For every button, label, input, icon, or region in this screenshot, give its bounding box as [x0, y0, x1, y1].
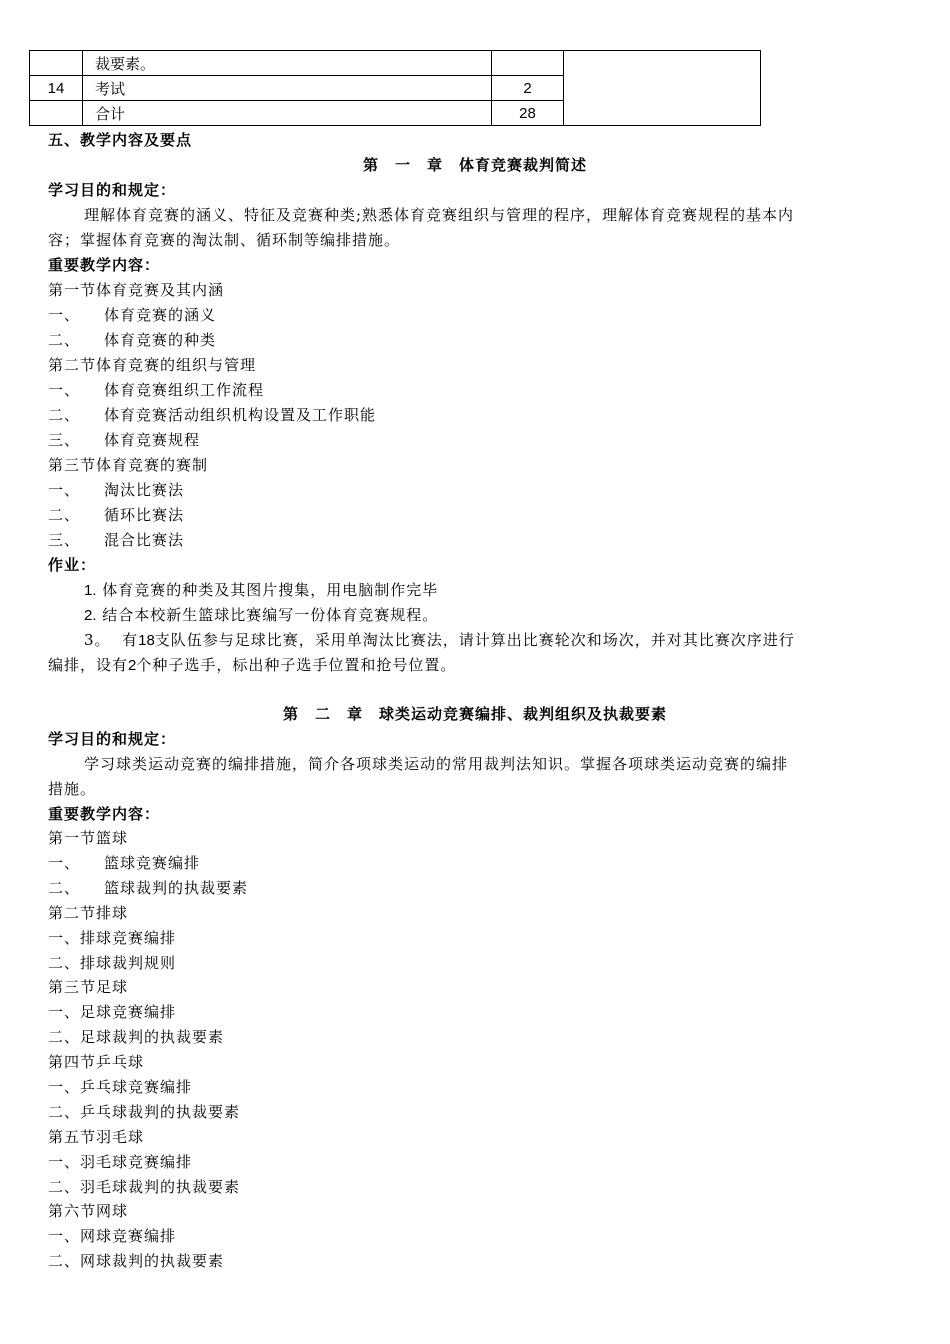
item-marker: 二、: [48, 506, 81, 524]
ch2-s1-item-2: [48, 879, 902, 897]
ch1-s3-item-3: [48, 531, 902, 549]
ch1-s2-item-3: [48, 431, 902, 449]
table-row: [30, 51, 761, 76]
item-marker: 2.: [84, 607, 97, 624]
item-marker: 二、: [48, 406, 81, 424]
team-count: 18: [138, 632, 155, 649]
ch2-s5-item-1: 一、羽毛球竞赛编排: [48, 1153, 193, 1171]
seed-count: 2: [128, 657, 137, 674]
ch2-s4-item-1: 一、乒乓球竞赛编排: [48, 1078, 193, 1096]
item-marker: 一、: [48, 306, 81, 324]
ch2-s3-item-1: 一、足球竞赛编排: [48, 1003, 177, 1021]
ch1-s2-item-1: [48, 381, 902, 399]
row-hours: 2: [492, 76, 564, 101]
ch2-s2-item-2: 二、排球裁判规则: [48, 954, 177, 972]
item-text: 编排，设有: [48, 656, 129, 674]
item-text: 循环比赛法: [104, 506, 185, 524]
row-topic: 考试: [83, 76, 492, 101]
item-marker: 二、: [48, 331, 81, 349]
row-topic: 合计: [83, 101, 492, 126]
ch1-s3-item-1: [48, 481, 902, 499]
ch1-section-3: 第三节体育竞赛的赛制: [48, 456, 209, 474]
item-text: 混合比赛法: [104, 531, 185, 549]
ch2-s1-item-1: [48, 854, 902, 872]
ch2-section-4: 第四节乒乓球: [48, 1053, 145, 1071]
ch2-section-3: 第三节足球: [48, 978, 129, 996]
ch1-goals-text-cont: 容；掌握体育竞赛的淘汰制、循环制等编排措施。: [48, 231, 401, 249]
item-text: 体育竞赛规程: [104, 431, 201, 449]
row-number: [30, 51, 83, 76]
item-marker: 一、: [48, 381, 81, 399]
ch1-content-label: 重要教学内容：: [48, 256, 161, 274]
ch2-goals-text: 学习球类运动竞赛的编排措施，简介各项球类运动的常用裁判法知识。掌握各项球类运动竞赛的编排: [84, 755, 789, 773]
item-text: 有: [122, 631, 139, 649]
item-marker: 三、: [48, 431, 81, 449]
row-hours: [492, 51, 564, 76]
item-marker: 1.: [84, 582, 97, 599]
section-heading: 五、教学内容及要点: [48, 131, 193, 149]
row-number: 14: [30, 76, 83, 101]
ch2-content-label: 重要教学内容：: [48, 805, 161, 823]
item-text: 体育竞赛的种类: [104, 331, 217, 349]
chapter-2-title: 第 二 章 球类运动竞赛编排、裁判组织及执裁要素: [282, 705, 667, 723]
ch2-section-6: 第六节网球: [48, 1202, 129, 1220]
item-text: 体育竞赛组织工作流程: [104, 381, 265, 399]
ch2-s4-item-2: 二、乒乓球裁判的执裁要素: [48, 1103, 241, 1121]
item-text: 体育竞赛活动组织机构设置及工作职能: [104, 406, 377, 424]
item-marker: 三、: [48, 531, 81, 549]
homework-item-2: [48, 606, 902, 625]
schedule-table: [29, 50, 761, 126]
item-marker: 3。: [84, 631, 111, 649]
row-number: [30, 101, 83, 126]
homework-item-1: [48, 581, 902, 600]
item-text: 篮球裁判的执裁要素: [104, 879, 249, 897]
item-text: 支队伍参与足球比赛，采用单淘汰比赛法，请计算出比赛轮次和场次，并对其比赛次序进行: [154, 631, 795, 649]
ch2-s2-item-1: 一、排球竞赛编排: [48, 929, 177, 947]
item-text: 体育竞赛的种类及其图片搜集，用电脑制作完毕: [102, 581, 439, 599]
item-text: 淘汰比赛法: [104, 481, 185, 499]
ch1-section-1: 第一节体育竞赛及其内涵: [48, 281, 225, 299]
ch2-s6-item-1: 一、网球竞赛编排: [48, 1227, 177, 1245]
chapter-1-title: 第 一 章 体育竞赛裁判简述: [362, 156, 587, 174]
ch2-s3-item-2: 二、足球裁判的执裁要素: [48, 1028, 225, 1046]
ch2-s6-item-2: 二、网球裁判的执裁要素: [48, 1252, 225, 1270]
ch1-homework-label: 作业：: [48, 556, 97, 574]
item-text: 体育竞赛的涵义: [104, 306, 217, 324]
item-text: 个种子选手，标出种子选手位置和抢号位置。: [136, 656, 457, 674]
ch1-goals-text: 理解体育竞赛的涵义、特征及竞赛种类;熟悉体育竞赛组织与管理的程序，理解体育竞赛规程的基本内: [84, 206, 795, 224]
item-marker: 二、: [48, 879, 81, 897]
ch1-s3-item-2: [48, 506, 902, 524]
homework-item-3: [48, 631, 902, 650]
ch2-section-2: 第二节排球: [48, 904, 129, 922]
ch1-goals-label: 学习目的和规定：: [48, 181, 177, 199]
row-remarks: [564, 51, 761, 126]
ch2-s5-item-2: 二、羽毛球裁判的执裁要素: [48, 1178, 241, 1196]
ch2-section-5: 第五节羽毛球: [48, 1128, 145, 1146]
homework-item-3-cont: [48, 656, 902, 675]
item-marker: 一、: [48, 854, 81, 872]
ch2-goals-label: 学习目的和规定：: [48, 730, 177, 748]
row-topic: 裁要素。: [83, 51, 492, 76]
item-text: 结合本校新生篮球比赛编写一份体育竞赛规程。: [102, 606, 439, 624]
row-hours: 28: [492, 101, 564, 126]
ch1-section-2: 第二节体育竞赛的组织与管理: [48, 356, 257, 374]
ch1-s2-item-2: [48, 406, 902, 424]
ch1-s1-item-2: [48, 331, 902, 349]
ch2-section-1: 第一节篮球: [48, 829, 129, 847]
ch1-s1-item-1: [48, 306, 902, 324]
ch2-goals-text-cont: 措施。: [48, 780, 97, 798]
item-marker: 一、: [48, 481, 81, 499]
item-text: 篮球竞赛编排: [104, 854, 201, 872]
